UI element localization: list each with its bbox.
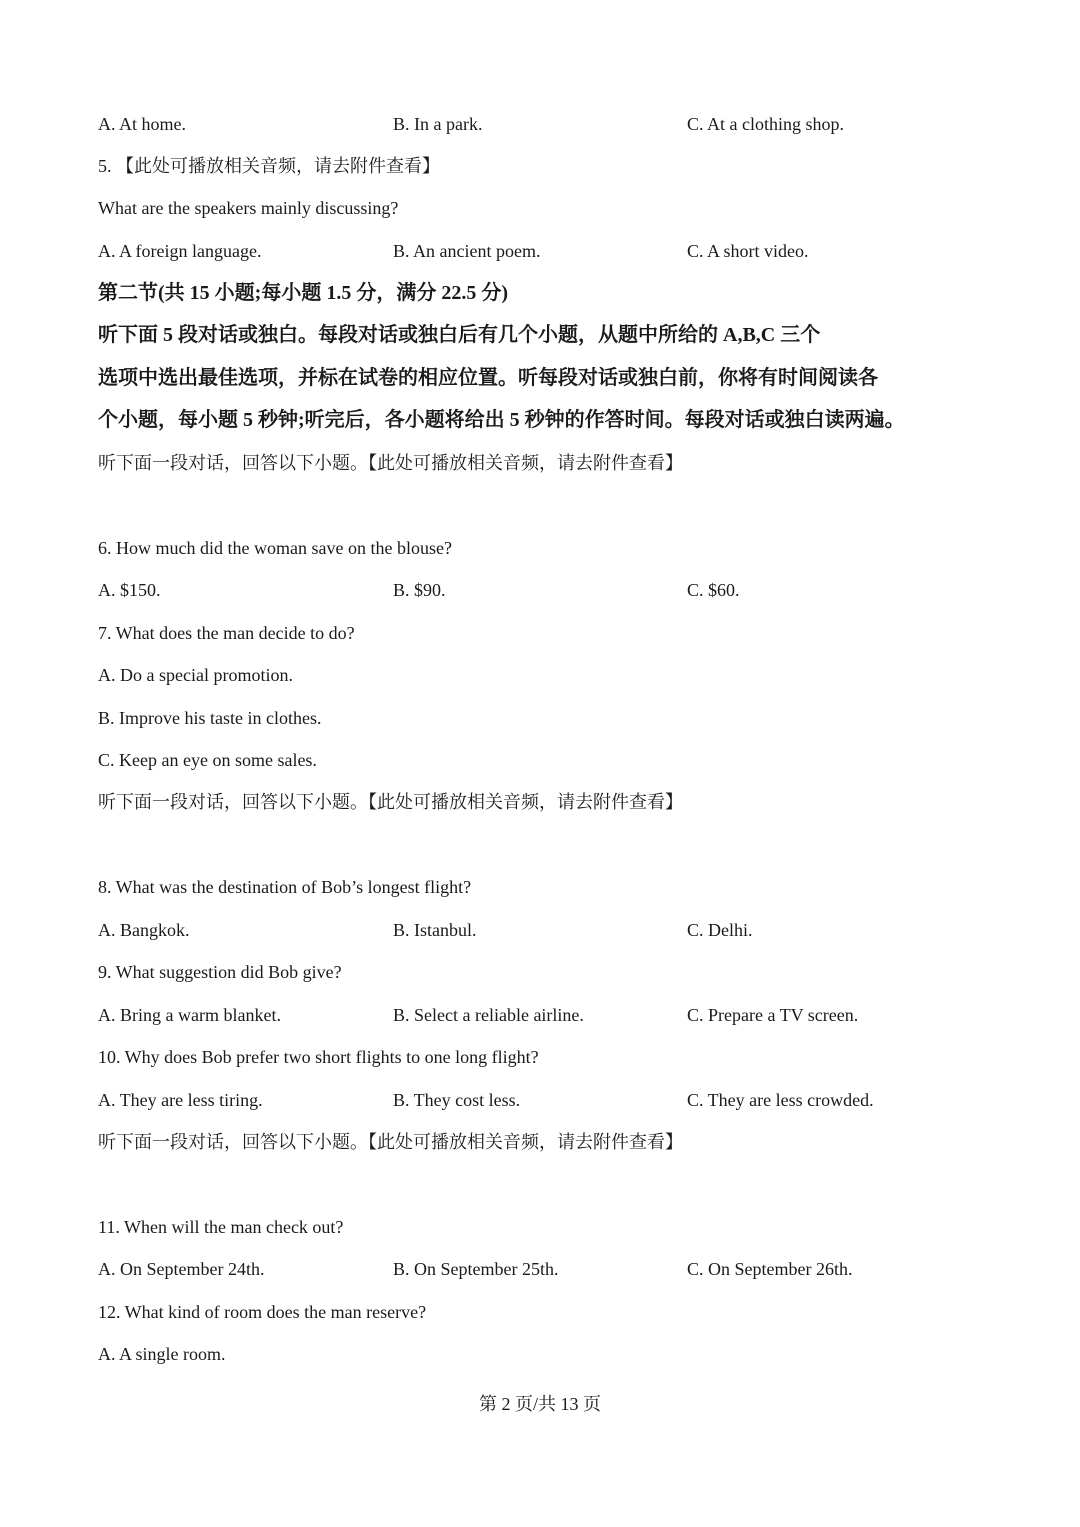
q12-option-a: A. A single room. bbox=[98, 1344, 226, 1364]
q4-option-a: A. At home. bbox=[98, 114, 186, 134]
section2-title: 第二节(共 15 小题;每小题 1.5 分，满分 22.5 分) bbox=[98, 282, 508, 304]
page-number: 第 2 页/共 13 页 bbox=[478, 1394, 601, 1414]
q6-option-b: B. $90. bbox=[393, 580, 446, 600]
q5-header: 5. 【此处可播放相关音频，请去附件查看】 bbox=[98, 156, 440, 176]
q9-option-b: B. Select a reliable airline. bbox=[393, 1005, 584, 1025]
q8-question: 8. What was the destination of Bob’s longest flight? bbox=[98, 877, 472, 897]
q10-option-c: C. They are less crowded. bbox=[687, 1090, 874, 1110]
q6-question: 6. How much did the woman save on the blouse? bbox=[98, 538, 452, 558]
q11-option-c: C. On September 26th. bbox=[687, 1259, 853, 1279]
q10-question: 10. Why does Bob prefer two short flights to one long flight? bbox=[98, 1047, 539, 1067]
listen-prompt: 听下面一段对话，回答以下小题。【此处可播放相关音频，请去附件查看】 bbox=[98, 1132, 683, 1152]
q11-option-a: A. On September 24th. bbox=[98, 1259, 265, 1279]
q11-question: 11. When will the man check out? bbox=[98, 1217, 344, 1237]
q9-question: 9. What suggestion did Bob give? bbox=[98, 962, 342, 982]
q10-option-a: A. They are less tiring. bbox=[98, 1090, 263, 1110]
q8-option-c: C. Delhi. bbox=[687, 920, 753, 940]
q10-options bbox=[98, 1088, 998, 1112]
q12-question: 12. What kind of room does the man reserve? bbox=[98, 1302, 427, 1322]
q7-option-b: B. Improve his taste in clothes. bbox=[98, 708, 322, 728]
q4-option-b: B. In a park. bbox=[393, 114, 483, 134]
listen-prompt: 听下面一段对话，回答以下小题。【此处可播放相关音频，请去附件查看】 bbox=[98, 792, 683, 812]
q6-option-c: C. $60. bbox=[687, 580, 740, 600]
q4-option-c: C. At a clothing shop. bbox=[687, 114, 844, 134]
q5-option-b: B. An ancient poem. bbox=[393, 241, 541, 261]
section2-instruction-line: 个小题，每小题 5 秒钟;听完后，各小题将给出 5 秒钟的作答时间。每段对话或独白读两遍。 bbox=[98, 409, 905, 431]
q7-option-c: C. Keep an eye on some sales. bbox=[98, 750, 317, 770]
section2-instruction-line: 选项中选出最佳选项，并标在试卷的相应位置。听每段对话或独白前，你将有时间阅读各 bbox=[98, 367, 878, 389]
q6-option-a: A. $150. bbox=[98, 580, 161, 600]
q11-options bbox=[98, 1257, 998, 1281]
q5-option-c: C. A short video. bbox=[687, 241, 809, 261]
q9-option-c: C. Prepare a TV screen. bbox=[687, 1005, 859, 1025]
section2-instruction-line: 听下面 5 段对话或独白。每段对话或独白后有几个小题，从题中所给的 A,B,C 三个 bbox=[98, 324, 821, 346]
q8-option-b: B. Istanbul. bbox=[393, 920, 477, 940]
q9-options bbox=[98, 1003, 998, 1027]
q5-option-a: A. A foreign language. bbox=[98, 241, 262, 261]
q7-option-a: A. Do a special promotion. bbox=[98, 665, 293, 685]
q10-option-b: B. They cost less. bbox=[393, 1090, 521, 1110]
q7-question: 7. What does the man decide to do? bbox=[98, 623, 355, 643]
q5-options bbox=[98, 239, 998, 263]
q5-question: What are the speakers mainly discussing? bbox=[98, 198, 399, 218]
listen-prompt: 听下面一段对话，回答以下小题。【此处可播放相关音频，请去附件查看】 bbox=[98, 453, 683, 473]
q8-options bbox=[98, 918, 998, 942]
q8-option-a: A. Bangkok. bbox=[98, 920, 190, 940]
q6-options bbox=[98, 578, 998, 602]
q9-option-a: A. Bring a warm blanket. bbox=[98, 1005, 281, 1025]
q11-option-b: B. On September 25th. bbox=[393, 1259, 559, 1279]
q4-options bbox=[98, 112, 998, 136]
